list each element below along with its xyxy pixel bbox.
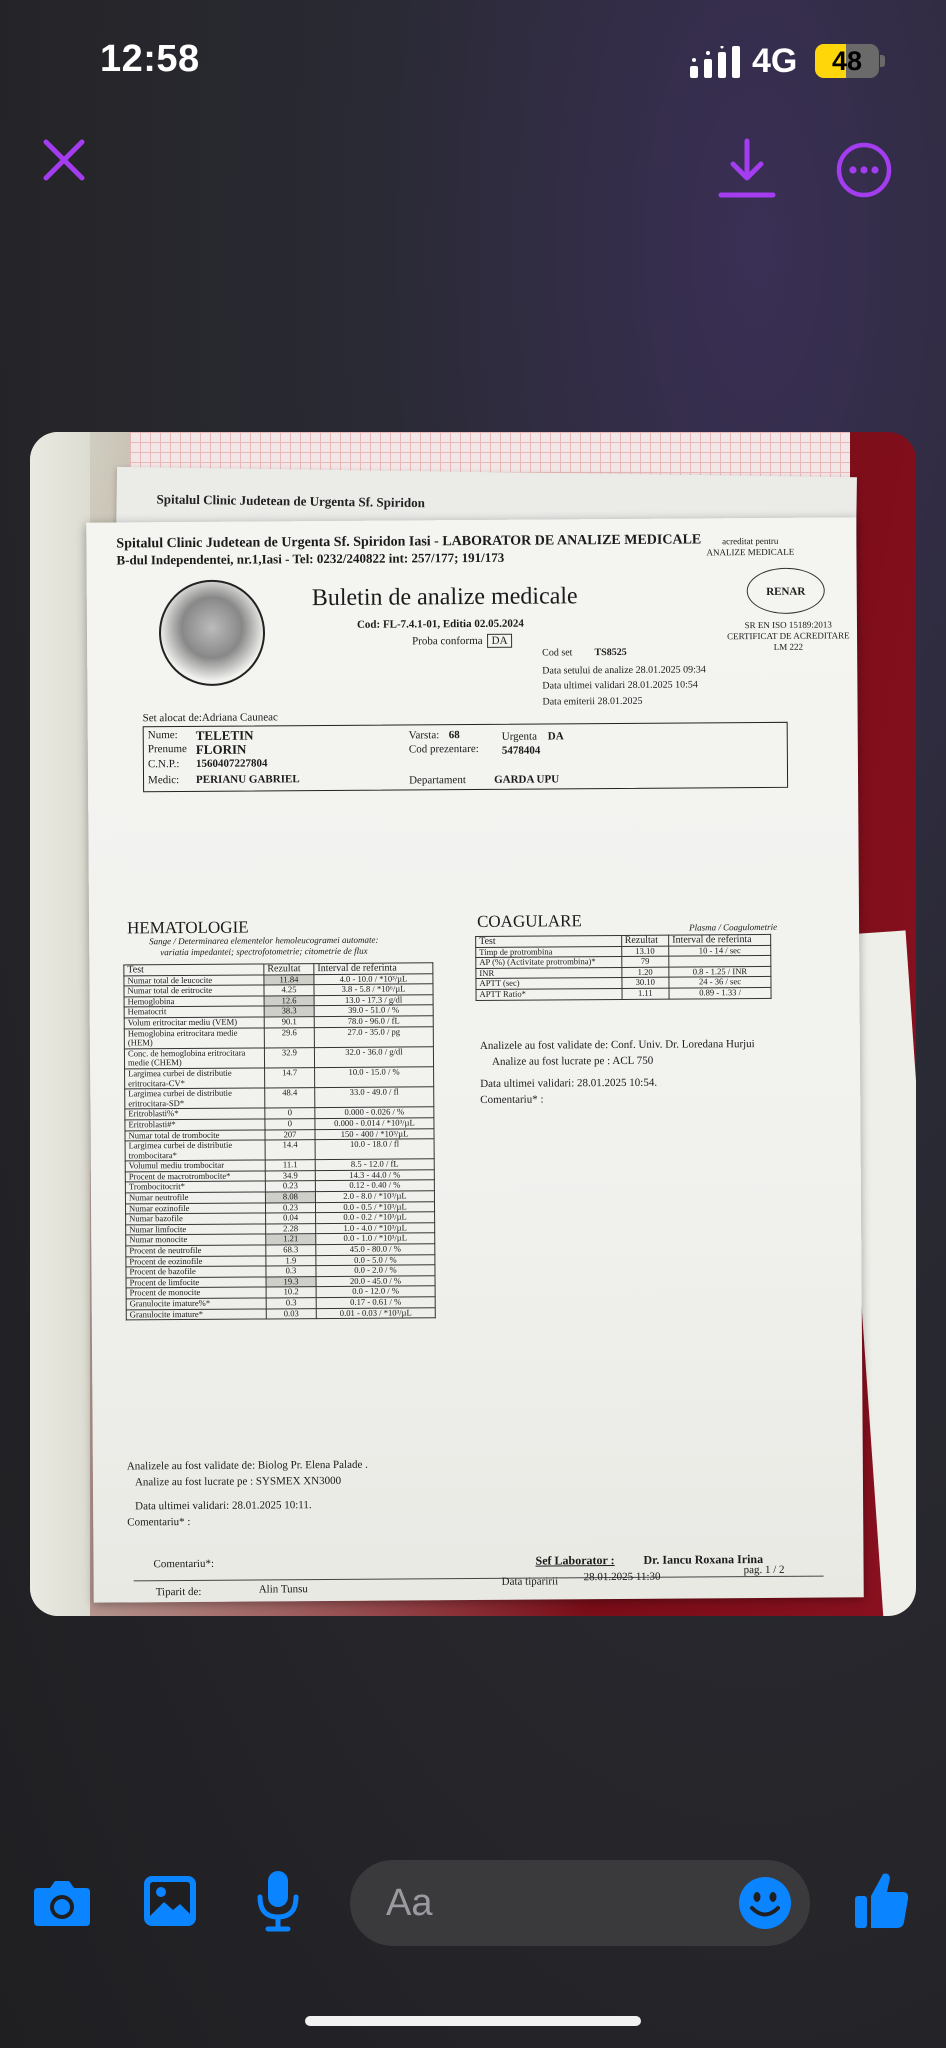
test-name: Volum eritrocitar mediu (VEM) xyxy=(124,1017,264,1029)
test-result: 0.3 xyxy=(266,1266,316,1277)
patient-info-box xyxy=(143,722,788,793)
reference-range: 0.0 - 2.0 / % xyxy=(316,1265,435,1276)
accreditation-label xyxy=(706,536,794,559)
test-name: Procent de eozinofile xyxy=(126,1256,266,1268)
cod-set-label: Cod set xyxy=(542,647,573,659)
emoji-icon xyxy=(737,1875,793,1931)
table-row xyxy=(124,1026,433,1048)
attached-photo[interactable] xyxy=(30,432,916,1616)
reference-range: 0.0 - 1.0 / *10³/µL xyxy=(316,1233,435,1244)
test-name: Numar limfocite xyxy=(126,1224,266,1236)
reference-range: 2.0 - 8.0 / *10³/µL xyxy=(315,1191,434,1202)
table-row xyxy=(125,1087,434,1109)
hospital-name: Spitalul Clinic Judetean de Urgenta Sf. Spiridon Iasi - LABORATOR DE ANALIZE MEDICALE xyxy=(116,532,702,552)
hematologie-table-body xyxy=(124,973,435,1320)
reference-range: 10.0 - 18.0 / fl xyxy=(315,1139,434,1160)
patient-last-name: TELETIN xyxy=(195,727,254,743)
patient-age: 68 xyxy=(448,729,460,742)
cnp-label: C.N.P.: xyxy=(147,758,180,771)
test-name: APTT (sec) xyxy=(476,978,622,990)
network-type: 4G xyxy=(752,42,798,80)
certificate-label: CERTIFICAT DE ACREDITARE xyxy=(727,630,850,642)
test-name: Volumul mediu trombocitar xyxy=(125,1160,265,1172)
test-result: 1.9 xyxy=(266,1255,316,1266)
microphone-icon xyxy=(256,1869,300,1933)
more-options-button[interactable] xyxy=(834,140,894,200)
reference-range: 13.0 - 17.3 / g/dl xyxy=(314,995,433,1006)
patient-first-name: FLORIN xyxy=(195,741,247,757)
tiparit-label: Tiparit de: xyxy=(155,1585,202,1599)
urgenta-label: Urgenta xyxy=(501,730,538,743)
download-icon xyxy=(717,137,777,201)
reference-range xyxy=(669,956,771,967)
departament-value: GARDA UPU xyxy=(494,773,560,786)
reference-range: 1.0 - 4.0 / *10³/µL xyxy=(316,1223,435,1234)
download-button[interactable] xyxy=(714,134,780,204)
test-name: Numar eozinofile xyxy=(125,1203,265,1215)
accreditation-line1: acreditat pentru xyxy=(722,535,779,547)
reference-range: 24 - 36 / sec xyxy=(669,977,771,988)
reference-range: 4.0 - 10.0 / *10³/µL xyxy=(314,973,433,984)
lab-report-sheet xyxy=(86,517,864,1602)
reference-range: 78.0 - 96.0 / fL xyxy=(314,1016,433,1027)
status-time: 12:58 xyxy=(100,38,200,80)
test-name: Numar total de eritrocite xyxy=(124,985,264,997)
test-name: Granulocite imature%* xyxy=(126,1298,266,1310)
coagulare-last-validation: Data ultimei validari: 28.01.2025 10:54. xyxy=(480,1076,658,1090)
reference-range: 27.0 - 35.0 / pg xyxy=(314,1026,433,1047)
reference-range: 8.5 - 12.0 / fL xyxy=(315,1159,434,1170)
hematologie-table xyxy=(123,962,435,1320)
page-number: pag. 1 / 2 xyxy=(743,1563,785,1577)
more-options-icon xyxy=(835,141,893,199)
test-result: 48.4 xyxy=(265,1088,315,1109)
test-result: 38.3 xyxy=(264,1006,314,1017)
medic-label: Medic: xyxy=(147,774,180,787)
proba-label: Proba conforma xyxy=(412,634,483,648)
test-result: 0.3 xyxy=(266,1298,316,1309)
test-name: Numar monocite xyxy=(126,1234,266,1246)
renar-logo: RENAR xyxy=(747,568,825,615)
hematologie-title: HEMATOLOGIE xyxy=(127,917,249,938)
microphone-button[interactable] xyxy=(256,1868,300,1934)
test-result: 30.10 xyxy=(621,978,669,989)
reference-range: 0.0 - 0.5 / *10³/µL xyxy=(315,1201,434,1212)
document-code: Cod: FL-7.4.1-01, Editia 02.05.2024 xyxy=(356,617,524,631)
footer-comment: Comentariu*: xyxy=(153,1557,215,1571)
reference-range: 0.8 - 1.25 / INR xyxy=(669,966,771,977)
reference-range: 10.0 - 15.0 / % xyxy=(315,1067,434,1088)
test-result: 32.9 xyxy=(264,1047,314,1068)
camera-icon xyxy=(32,1878,92,1928)
coagulare-table-body xyxy=(476,945,771,1000)
test-result: 11.1 xyxy=(265,1160,315,1171)
table-row xyxy=(125,1067,434,1089)
reference-range: 14.3 - 44.0 / % xyxy=(315,1170,434,1181)
test-name: Largimea curbei de distributie eritrocitara-SD* xyxy=(125,1088,265,1109)
reference-range: 10 - 14 / sec xyxy=(669,945,771,956)
hematologie-validated: Analizele au fost validate de: Biolog Pr. Elena Palade . xyxy=(126,1458,368,1473)
hematologie-comment: Comentariu* : xyxy=(127,1515,191,1529)
column-header: Test xyxy=(124,964,264,976)
lm-number: LM 222 xyxy=(773,641,804,652)
reference-range: 0.0 - 0.2 / *10³/µL xyxy=(316,1212,435,1223)
thumbs-up-icon xyxy=(853,1870,911,1930)
column-header: Test xyxy=(476,935,622,947)
reference-range: 33.0 - 49.0 / fl xyxy=(315,1087,434,1108)
reference-range: 0.000 - 0.014 / *10³/µL xyxy=(315,1118,434,1129)
proba-conforma xyxy=(412,634,513,649)
test-result: 0.03 xyxy=(266,1308,316,1319)
reference-range: 32.0 - 36.0 / g/dl xyxy=(314,1047,433,1068)
hospital-address: B-dul Independentei, nr.1,Iasi - Tel: 0232/240822 int: 257/177; 191/173 xyxy=(116,549,505,568)
hematologie-subtitle-line2: variatia impedantei; spectrofotometrie; citometrie de flux xyxy=(160,945,368,958)
accreditation-line2: ANALIZE MEDICALE xyxy=(706,546,795,558)
coagulare-comment: Comentariu* : xyxy=(480,1093,544,1106)
reference-range: 0.0 - 12.0 / % xyxy=(316,1286,435,1297)
test-name: Hematocrit xyxy=(124,1006,264,1018)
test-result: 0.23 xyxy=(265,1202,315,1213)
test-name: APTT Ratio* xyxy=(476,988,622,1000)
sef-laborator-label: Sef Laborator : xyxy=(535,1553,615,1568)
test-name: INR xyxy=(476,967,622,979)
battery-indicator xyxy=(815,44,879,78)
test-name: Procent de macrotrombocite* xyxy=(125,1171,265,1183)
coagulare-validated: Analizele au fost validate de: Conf. Univ. Dr. Loredana Hurjui xyxy=(479,1038,755,1052)
varsta-label: Varsta: xyxy=(408,729,440,742)
hematologie-subtitle xyxy=(149,935,379,959)
test-name: Timp de protrombina xyxy=(476,946,622,958)
test-result: 11.84 xyxy=(264,974,314,985)
test-result: 14.4 xyxy=(265,1140,315,1161)
test-result: 90.1 xyxy=(264,1017,314,1028)
test-result: 1.11 xyxy=(622,988,670,999)
reference-range: 0.01 - 0.03 / *10³/µL xyxy=(316,1307,435,1318)
test-name: AP (%) (Activitate protrombina)* xyxy=(476,957,622,969)
coagulare-subtitle: Plasma / Coagulometrie xyxy=(689,921,778,933)
test-result: 8.08 xyxy=(265,1192,315,1203)
test-name: Hemoglobina eritrocitara medie (HEM) xyxy=(124,1028,264,1049)
close-icon xyxy=(42,138,86,182)
test-name: Procent de monocite xyxy=(126,1287,266,1299)
accreditation-block xyxy=(727,619,850,653)
reference-range: 0.0 - 5.0 / % xyxy=(316,1254,435,1265)
test-result: 207 xyxy=(265,1129,315,1140)
hematologie-last-validation: Data ultimei validari: 28.01.2025 10:11. xyxy=(135,1499,312,1513)
reference-range: 45.0 - 80.0 / % xyxy=(316,1244,435,1255)
coagulare-title: COAGULARE xyxy=(476,911,582,931)
test-name: Procent de limfocite xyxy=(126,1277,266,1289)
table-row xyxy=(126,1307,435,1320)
reference-range: 150 - 400 / *10³/µL xyxy=(315,1128,434,1139)
hospital-logo xyxy=(159,579,266,686)
data-ultimei-validari: Data ultimei validari 28.01.2025 10:54 xyxy=(542,679,698,692)
column-header: Rezultat xyxy=(621,935,669,946)
departament-label: Departament xyxy=(409,774,466,787)
medic-name: PERIANU GABRIEL xyxy=(195,773,300,786)
hematologie-analyzer: Analize au fost lucrate pe : SYSMEX XN3000 xyxy=(134,1474,342,1489)
data-tiparirii-label: Data tiparirii xyxy=(501,1575,559,1588)
cod-set xyxy=(542,647,627,659)
battery-percent: 48 xyxy=(831,46,863,76)
test-result: 2.28 xyxy=(266,1223,316,1234)
tiparit-name: Alin Tunsu xyxy=(258,1583,308,1596)
gallery-button[interactable] xyxy=(140,1872,200,1930)
column-header: Interval de referinta xyxy=(669,934,771,945)
test-result: 14.7 xyxy=(265,1068,315,1089)
prenume-label: Prenume xyxy=(147,743,187,756)
reference-range: 20.0 - 45.0 / % xyxy=(316,1276,435,1287)
coagulare-analyzer: Analize au fost lucrate pe : ACL 750 xyxy=(491,1054,654,1068)
test-result: 12.6 xyxy=(264,995,314,1006)
test-name: Numar neutrofile xyxy=(125,1192,265,1204)
test-name: Eritroblasti%* xyxy=(125,1108,265,1120)
emoji-button[interactable] xyxy=(736,1874,794,1932)
test-result: 29.6 xyxy=(264,1027,314,1048)
test-name: Procent de bazofile xyxy=(126,1266,266,1278)
camera-button[interactable] xyxy=(30,1876,94,1930)
proba-value: DA xyxy=(487,634,513,648)
test-result: 10.2 xyxy=(266,1287,316,1298)
gallery-icon xyxy=(142,1874,198,1928)
iso-standard: SR EN ISO 15189:2013 xyxy=(744,619,832,631)
reference-range: 0.89 - 1.33 / xyxy=(669,987,771,998)
test-name: Conc. de hemoglobina eritrocitara medie (CHEM) xyxy=(124,1048,264,1069)
cod-prezentare-value: 5478404 xyxy=(501,744,541,757)
column-header: Rezultat xyxy=(264,964,314,975)
reference-range: 0.000 - 0.026 / % xyxy=(315,1107,434,1118)
table-row xyxy=(125,1139,434,1161)
test-name: Procent de neutrofile xyxy=(126,1245,266,1257)
coagulare-table xyxy=(475,934,771,1001)
test-name: Hemoglobina xyxy=(124,996,264,1008)
document-title: Buletin de analize medicale xyxy=(311,583,578,612)
test-result: 0 xyxy=(265,1108,315,1119)
battery-tip xyxy=(880,55,885,67)
test-name: Eritroblasti#* xyxy=(125,1119,265,1131)
test-result: 19.3 xyxy=(266,1276,316,1287)
test-name: Largimea curbei de distributie trombocitara* xyxy=(125,1140,265,1161)
data-setului: Data setului de analize 28.01.2025 09:34 xyxy=(542,664,706,677)
footer-rule xyxy=(134,1576,824,1582)
signal-strength-icon xyxy=(690,46,740,78)
patient-cnp: 1560407227804 xyxy=(195,757,268,770)
reference-range: 3.8 - 5.8 / *10⁶/µL xyxy=(314,984,433,995)
cod-prezentare-label: Cod prezentare: xyxy=(408,742,479,756)
reference-range: 0.12 - 0.40 / % xyxy=(315,1180,434,1191)
nume-label: Nume: xyxy=(147,729,178,742)
reference-range: 39.0 - 51.0 / % xyxy=(314,1005,433,1016)
test-result: 0 xyxy=(265,1119,315,1130)
data-emiterii: Data emiterii 28.01.2025 xyxy=(542,695,643,708)
test-name: Numar bazofile xyxy=(126,1213,266,1225)
test-result: 34.9 xyxy=(265,1170,315,1181)
like-button[interactable] xyxy=(852,1868,912,1932)
background-sheet-left xyxy=(30,432,90,1616)
test-result: 13.10 xyxy=(621,946,669,957)
data-tiparirii-value: 28.01.2025 11:30 xyxy=(583,1570,661,1584)
column-header: Interval de referinta xyxy=(314,963,433,974)
test-result: 79 xyxy=(621,956,669,967)
test-name: Largimea curbei de distributie eritrocitara-CV* xyxy=(125,1068,265,1089)
back-sheet-header: Spitalul Clinic Judetean de Urgenta Sf. Spiridon xyxy=(156,491,426,511)
test-result: 0.23 xyxy=(265,1181,315,1192)
test-name: Granulocite imature* xyxy=(126,1309,266,1321)
table-row xyxy=(476,987,771,1000)
reference-range: 0.17 - 0.61 / % xyxy=(316,1297,435,1308)
set-alocat: Set alocat de:Adriana Cauneac xyxy=(142,711,278,725)
test-name: Trombocitocrit* xyxy=(125,1181,265,1193)
test-result: 1.20 xyxy=(621,967,669,978)
close-button[interactable] xyxy=(34,130,94,190)
cod-set-value: TS8525 xyxy=(594,646,627,659)
hematologie-subtitle-line1: Sange / Determinarea elementelor hemoleucogramei automate: xyxy=(149,934,379,947)
test-result: 68.3 xyxy=(266,1245,316,1256)
test-result: 1.21 xyxy=(266,1234,316,1245)
test-name: Numar total de trombocite xyxy=(125,1129,265,1141)
urgenta-value: DA xyxy=(547,730,564,743)
sef-laborator-name: Dr. Iancu Roxana Irina xyxy=(643,1552,764,1567)
test-result: 4.25 xyxy=(264,985,314,996)
test-name: Numar total de leucocite xyxy=(124,975,264,987)
table-row xyxy=(124,1047,433,1069)
test-result: 0.04 xyxy=(266,1213,316,1224)
home-indicator xyxy=(305,2016,641,2026)
